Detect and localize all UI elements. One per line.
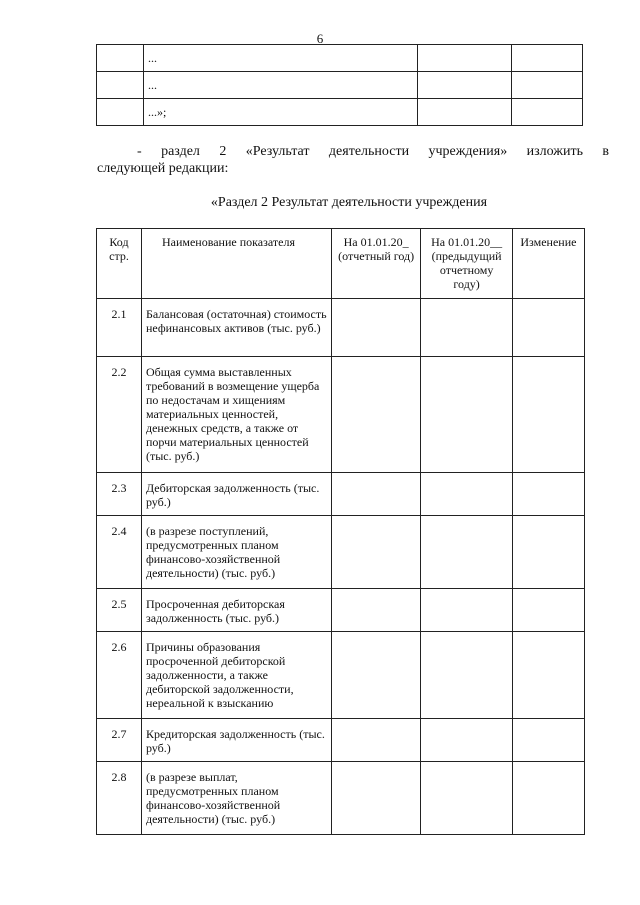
value-current-year bbox=[331, 589, 421, 632]
row-code: 2.1 bbox=[97, 299, 142, 357]
value-change bbox=[512, 719, 584, 762]
table-row bbox=[97, 762, 585, 835]
table-row bbox=[97, 589, 585, 632]
table-cell bbox=[418, 72, 512, 99]
value-change bbox=[512, 632, 584, 719]
table-row bbox=[97, 72, 583, 99]
value-previous-year bbox=[421, 299, 512, 357]
header-code: Код стр. bbox=[97, 229, 142, 299]
table-cell bbox=[97, 99, 144, 126]
amendment-paragraph bbox=[97, 143, 609, 177]
table-cell bbox=[97, 72, 144, 99]
row-code: 2.4 bbox=[97, 516, 142, 589]
row-indicator-name: Дебиторская задолженность (тыс. руб.) bbox=[141, 473, 331, 516]
paragraph-line-2: следующей редакции: bbox=[97, 161, 229, 176]
table-row bbox=[97, 473, 585, 516]
table-cell bbox=[97, 45, 144, 72]
row-indicator-name: Просроченная дебиторская задолженность (тыс. руб.) bbox=[141, 589, 331, 632]
section-title: «Раздел 2 Результат деятельности учреждения bbox=[210, 195, 488, 210]
value-previous-year bbox=[421, 516, 512, 589]
row-indicator-name: (в разрезе поступлений, предусмотренных планом финансово-хозяйственной деятельности) (тыс. руб.) bbox=[141, 516, 331, 589]
value-change bbox=[512, 516, 584, 589]
value-previous-year bbox=[421, 719, 512, 762]
continuation-table bbox=[96, 44, 583, 126]
row-code: 2.3 bbox=[97, 473, 142, 516]
paragraph-line-1: - раздел 2 «Результат деятельности учреждения» изложить в bbox=[137, 144, 609, 159]
value-previous-year bbox=[421, 632, 512, 719]
table-row bbox=[97, 632, 585, 719]
value-change bbox=[512, 589, 584, 632]
row-indicator-name: Кредиторская задолженность (тыс. руб.) bbox=[141, 719, 331, 762]
row-code: 2.8 bbox=[97, 762, 142, 835]
value-change bbox=[512, 299, 584, 357]
value-previous-year bbox=[421, 473, 512, 516]
value-previous-year bbox=[421, 762, 512, 835]
row-code: 2.5 bbox=[97, 589, 142, 632]
row-indicator-name: Общая сумма выставленных требований в возмещение ущерба по недостачам и хищениям материальных ценностей, денежных средств, а также от порчи материальных ценностей (тыс. руб.) bbox=[141, 357, 331, 473]
table-row bbox=[97, 719, 585, 762]
table-header-row bbox=[97, 229, 585, 299]
row-indicator-name: Причины образования просроченной дебиторской задолженности, а также дебиторской задолженности, нереальной к взысканию bbox=[141, 632, 331, 719]
table-cell bbox=[512, 99, 583, 126]
value-change bbox=[512, 473, 584, 516]
value-previous-year bbox=[421, 357, 512, 473]
table-row bbox=[97, 99, 583, 126]
table-cell bbox=[512, 45, 583, 72]
header-name: Наименование показателя bbox=[141, 229, 331, 299]
value-current-year bbox=[331, 299, 421, 357]
table-cell bbox=[512, 72, 583, 99]
row-code: 2.2 bbox=[97, 357, 142, 473]
value-current-year bbox=[331, 632, 421, 719]
row-code: 2.7 bbox=[97, 719, 142, 762]
header-previous-year: На 01.01.20__ (предыдущий отчетному году) bbox=[421, 229, 512, 299]
value-previous-year bbox=[421, 589, 512, 632]
table-row bbox=[97, 516, 585, 589]
value-change bbox=[512, 357, 584, 473]
value-current-year bbox=[331, 762, 421, 835]
page-number: 6 bbox=[316, 31, 324, 46]
table-cell: ...»; bbox=[144, 99, 418, 126]
table-row bbox=[97, 299, 585, 357]
value-change bbox=[512, 762, 584, 835]
header-current-year: На 01.01.20_ (отчетный год) bbox=[331, 229, 421, 299]
table-cell bbox=[418, 45, 512, 72]
header-change: Изменение bbox=[512, 229, 584, 299]
table-cell: ... bbox=[144, 45, 418, 72]
table-cell: ... bbox=[144, 72, 418, 99]
row-indicator-name: (в разрезе выплат, предусмотренных планом финансово-хозяйственной деятельности) (тыс. руб.) bbox=[141, 762, 331, 835]
table-row bbox=[97, 357, 585, 473]
value-current-year bbox=[331, 719, 421, 762]
row-code: 2.6 bbox=[97, 632, 142, 719]
table-row bbox=[97, 45, 583, 72]
value-current-year bbox=[331, 516, 421, 589]
table-cell bbox=[418, 99, 512, 126]
value-current-year bbox=[331, 357, 421, 473]
row-indicator-name: Балансовая (остаточная) стоимость нефинансовых активов (тыс. руб.) bbox=[141, 299, 331, 357]
results-table bbox=[96, 228, 585, 835]
value-current-year bbox=[331, 473, 421, 516]
